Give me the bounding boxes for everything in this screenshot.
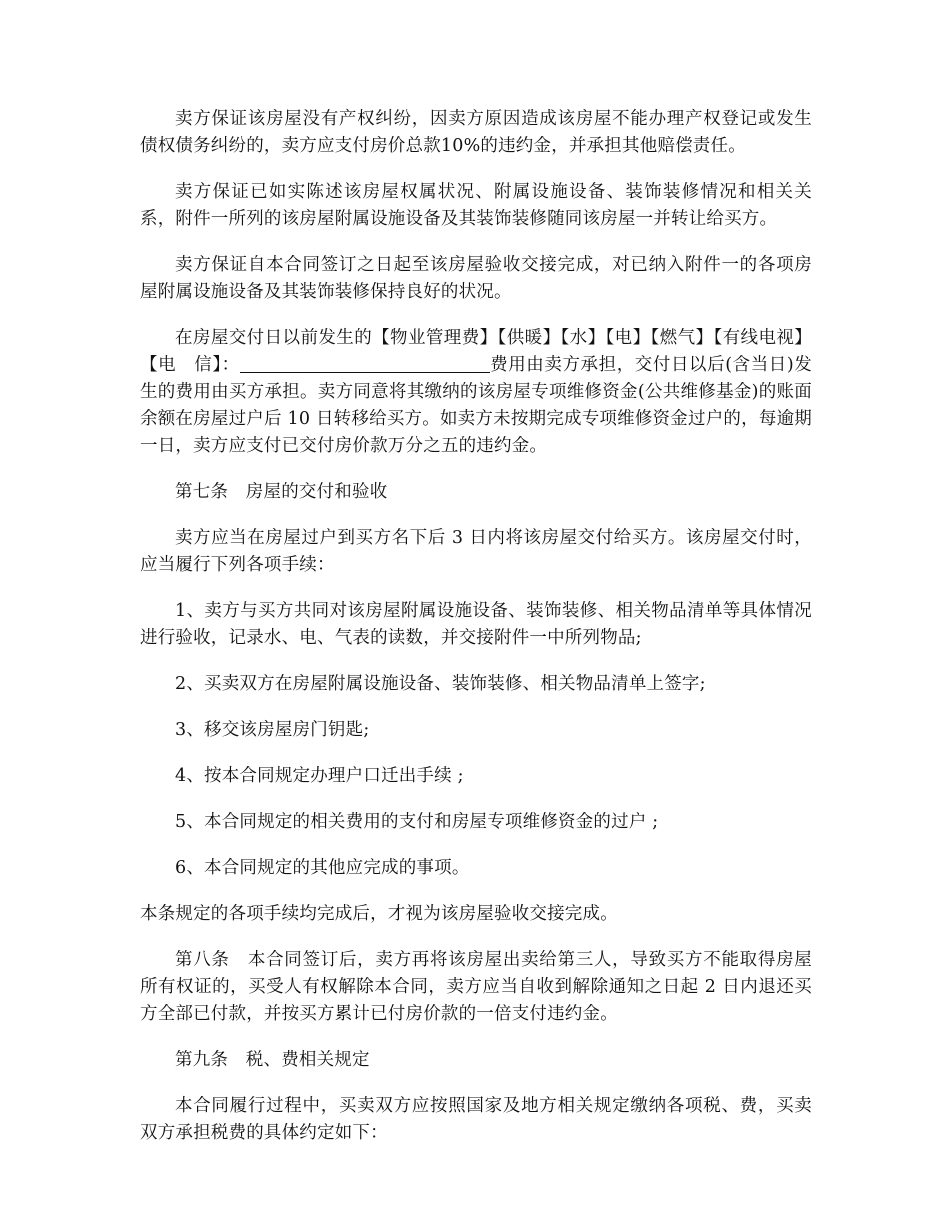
fees-text-after-blank: 费用由卖方承担，交付日以后(含当日)发生的费用由买方承担。卖方同意将其缴纳的该房屋专项维修资金(公共维修基金)的账面余额在房屋过户后 10 日转移给买方。如卖方未按期完成专项维修资金过户的，每逾期一日，卖方应支付已交付房价款万分之五的违约金。 <box>140 355 812 456</box>
paragraph-fees-allocation <box>140 325 812 460</box>
article-7-item-2: 2、买卖双方在房屋附属设施设备、装饰装修、相关物品清单上签字; <box>175 674 706 694</box>
article-7-item-4: 4、按本合同规定办理户口迁出手续 ; <box>175 766 464 786</box>
article-9-text: 本合同履行过程中，买卖双方应按照国家及地方相关规定缴纳各项税、费，买卖双方承担税费的具体约定如下： <box>140 1096 812 1143</box>
paragraph-no-dispute-guarantee: 卖方保证该房屋没有产权纠纷，因卖方原因造成该房屋不能办理产权登记或发生债权债务纠纷的，卖方应支付房价总款10%的违约金，并承担其他赔偿责任。 <box>140 109 812 156</box>
article-7-item-5: 5、本合同规定的相关费用的支付和房屋专项维修资金的过户 ; <box>175 812 659 832</box>
article-8-text: 第八条 本合同签订后，卖方再将该房屋出卖给第三人，导致买方不能取得房屋所有权证的，买受人有权解除本合同，卖方应当自收到解除通知之日起 2 日内退还买方全部已付款，并按买方累计已付房价款的一倍支付违约金。 <box>140 950 812 1024</box>
article-7-closing: 本条规定的各项手续均完成后，才视为该房屋验收交接完成。 <box>140 904 618 924</box>
paragraph-maintain-condition: 卖方保证自本合同签订之日起至该房屋验收交接完成，对已纳入附件一的各项房屋附属设施设备及其装饰装修保持良好的状况。 <box>140 255 812 302</box>
article-7-item-1: 1、卖方与买方共同对该房屋附属设施设备、装饰装修、相关物品清单等具体情况进行验收，记录水、电、气表的读数，并交接附件一中所列物品; <box>140 601 812 648</box>
fees-fill-in-blank <box>240 352 490 373</box>
article-7-title: 第七条 房屋的交付和验收 <box>175 482 388 502</box>
article-7-item-6: 6、本合同规定的其他应完成的事项。 <box>175 858 470 878</box>
paragraph-status-disclosure: 卖方保证已如实陈述该房屋权属状况、附属设施设备、装饰装修情况和相关关系，附件一所列的该房屋附属设施设备及其装饰装修随同该房屋一并转让给买方。 <box>140 182 812 229</box>
contract-body <box>140 106 812 1166</box>
article-9-title: 第九条 税、费相关规定 <box>175 1050 370 1070</box>
article-7-item-3: 3、移交该房屋房门钥匙; <box>175 720 370 740</box>
fees-text-before-blank: 在房屋交付日以前发生的【物业管理费】【供暖】【水】【电】【燃气】【有线电视】【电 信】： <box>140 328 812 375</box>
article-7-intro: 卖方应当在房屋过户到买方名下后 3 日内将该房屋交付给买方。该房屋交付时，应当履行下列各项手续： <box>140 528 812 575</box>
